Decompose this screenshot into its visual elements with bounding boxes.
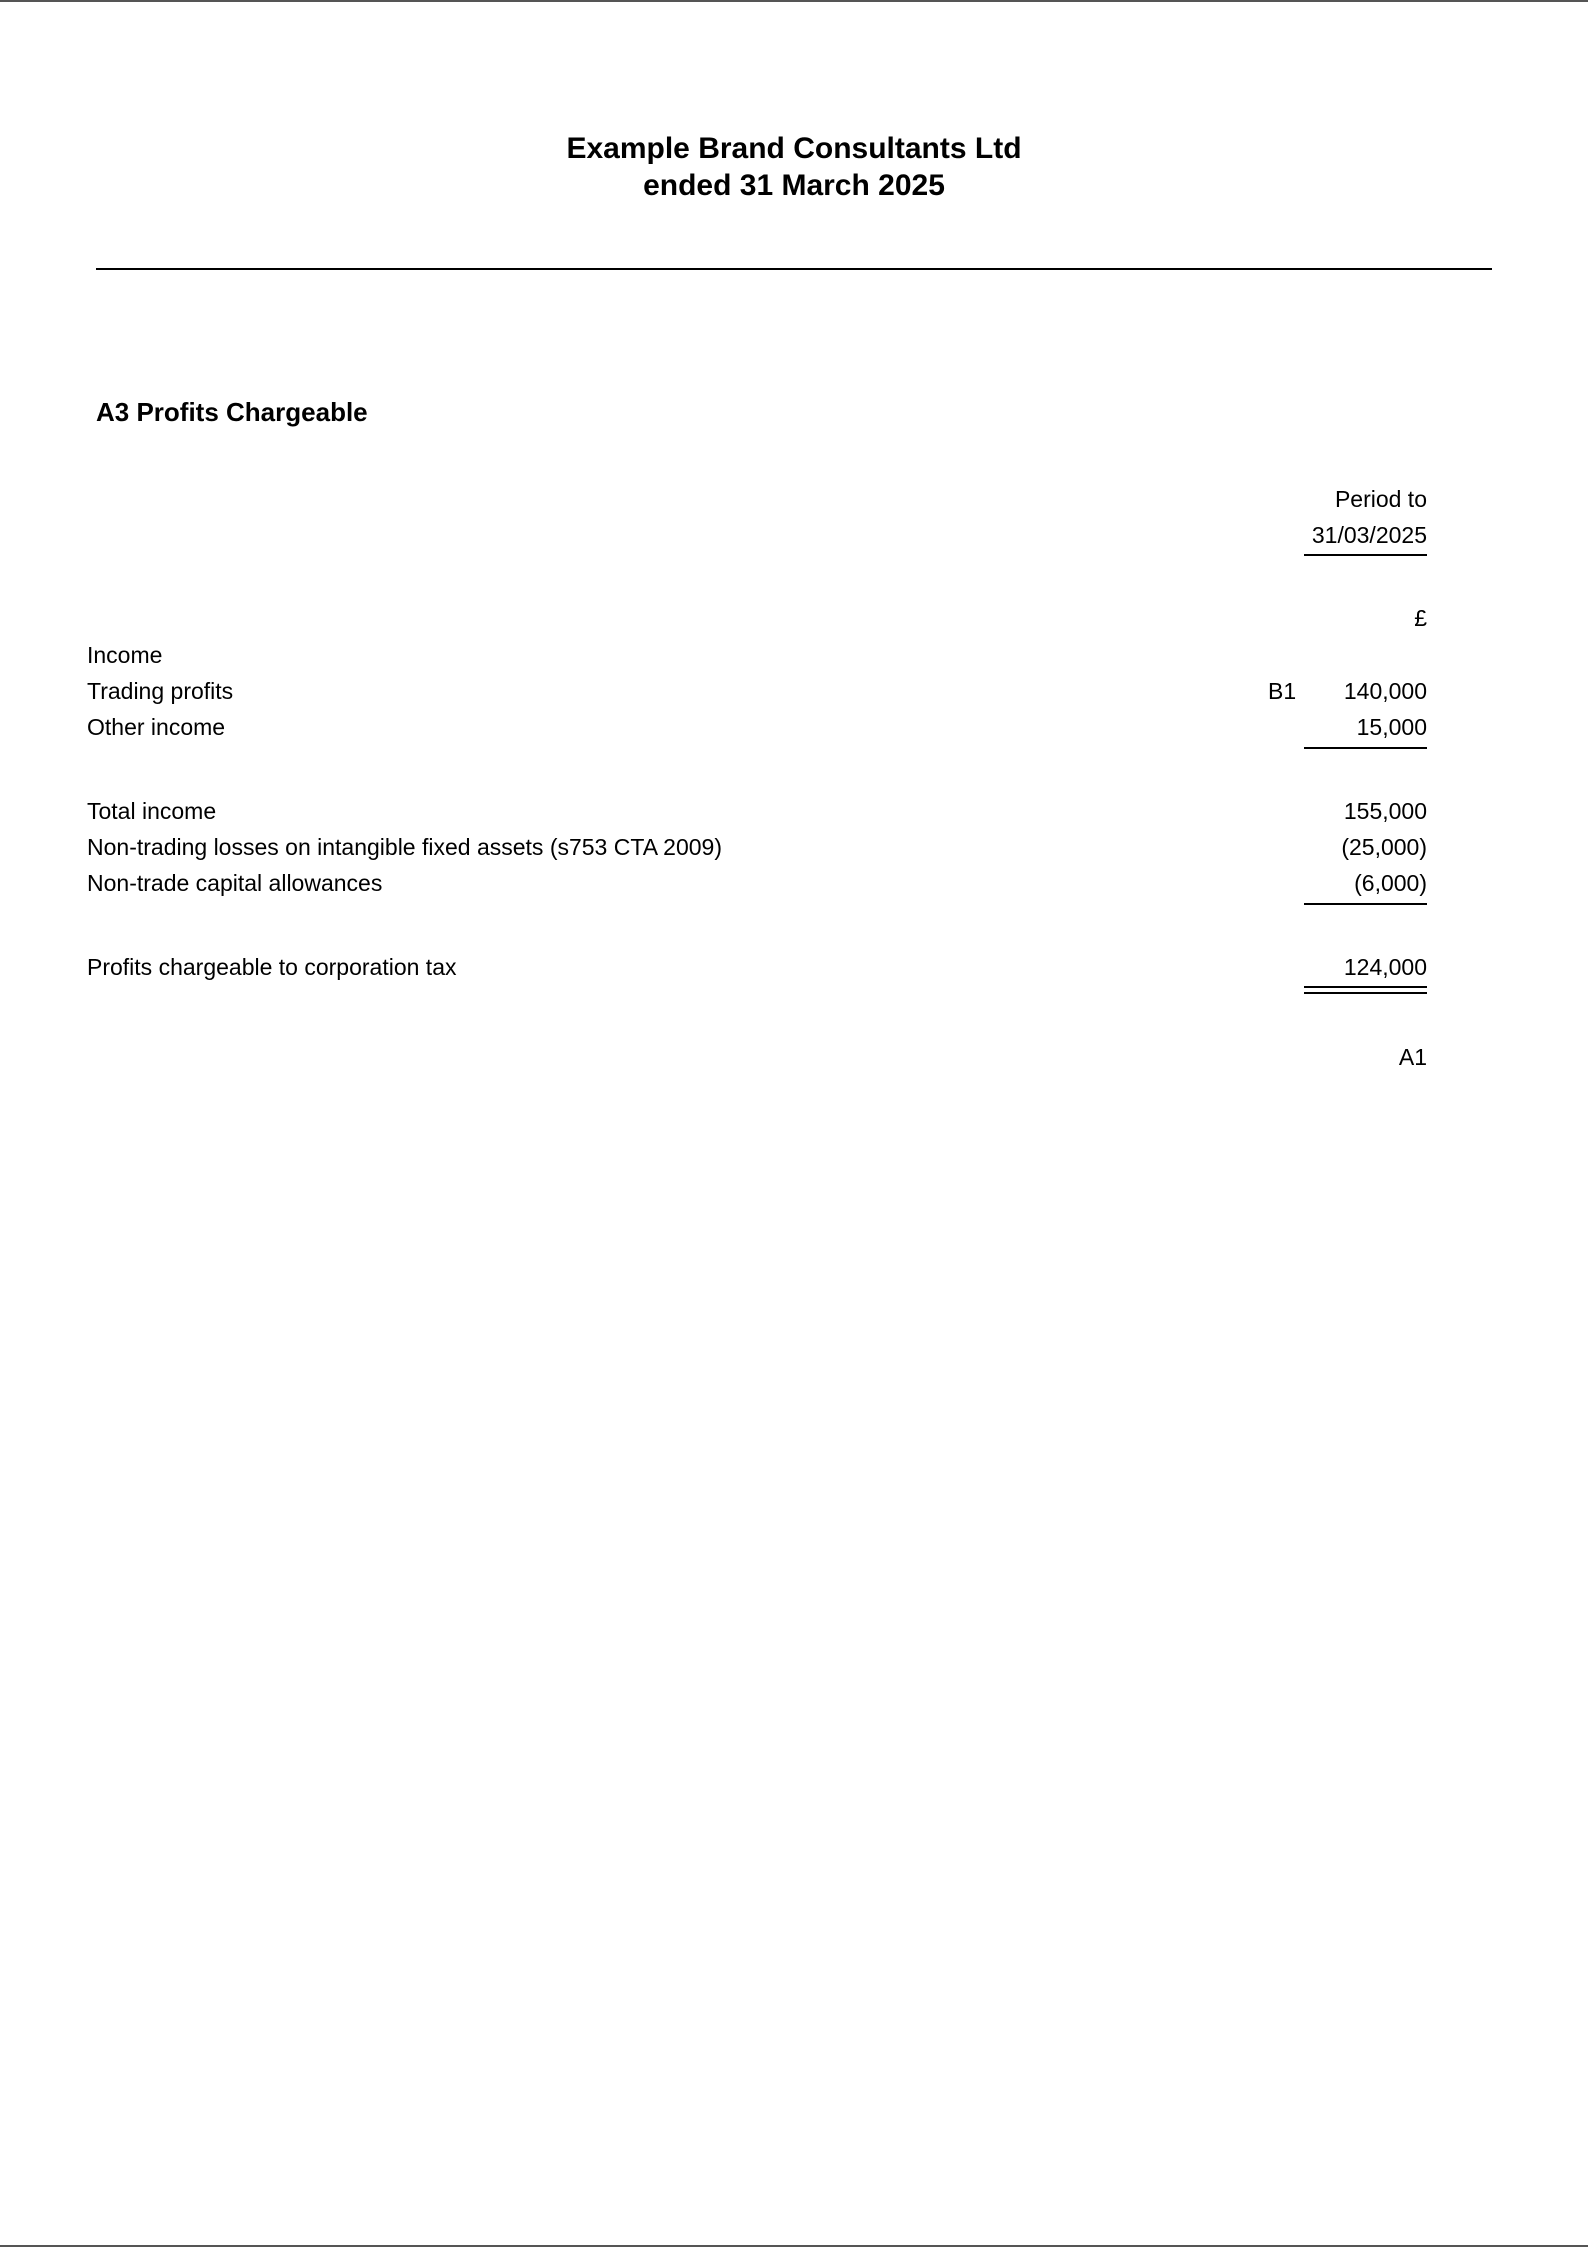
row-label-non-trading-losses: Non-trading losses on intangible fixed assets (s753 CTA 2009) [87,834,722,860]
column-heading-date: 31/03/2025 [1311,522,1427,548]
deductions-underline [1304,903,1427,905]
row-ref-trading-profits[interactable]: B1 [1268,678,1297,704]
row-label-income: Income [87,642,163,668]
page-bottom-border [0,2245,1588,2247]
total-double-underline [1304,986,1427,994]
section-title: A3 Profits Chargeable [96,397,368,427]
page-top-border [0,0,1588,2]
subtotal-underline [1304,747,1427,749]
row-value-other-income: 15,000 [1356,714,1427,740]
row-value-total-income: 155,000 [1343,798,1427,824]
header-divider [96,268,1492,270]
row-label-trading-profits: Trading profits [87,678,234,704]
column-heading-underline [1304,554,1427,556]
period-ended: ended 31 March 2025 [643,169,945,202]
document-header [0,130,1588,204]
column-heading-period: Period to [1334,486,1427,512]
row-label-total-income: Total income [87,798,217,824]
row-value-non-trading-losses: (25,000) [1341,834,1427,860]
row-label-other-income: Other income [87,714,226,740]
row-label-capital-allowances: Non-trade capital allowances [87,870,383,896]
row-value-profits-chargeable: 124,000 [1343,954,1427,980]
row-value-capital-allowances: (6,000) [1354,870,1427,896]
row-value-trading-profits: 140,000 [1343,678,1427,704]
company-name: Example Brand Consultants Ltd [566,132,1022,165]
row-label-profits-chargeable: Profits chargeable to corporation tax [87,954,457,980]
currency-symbol: £ [1414,605,1427,631]
page-reference-link[interactable]: A1 [1398,1044,1427,1070]
